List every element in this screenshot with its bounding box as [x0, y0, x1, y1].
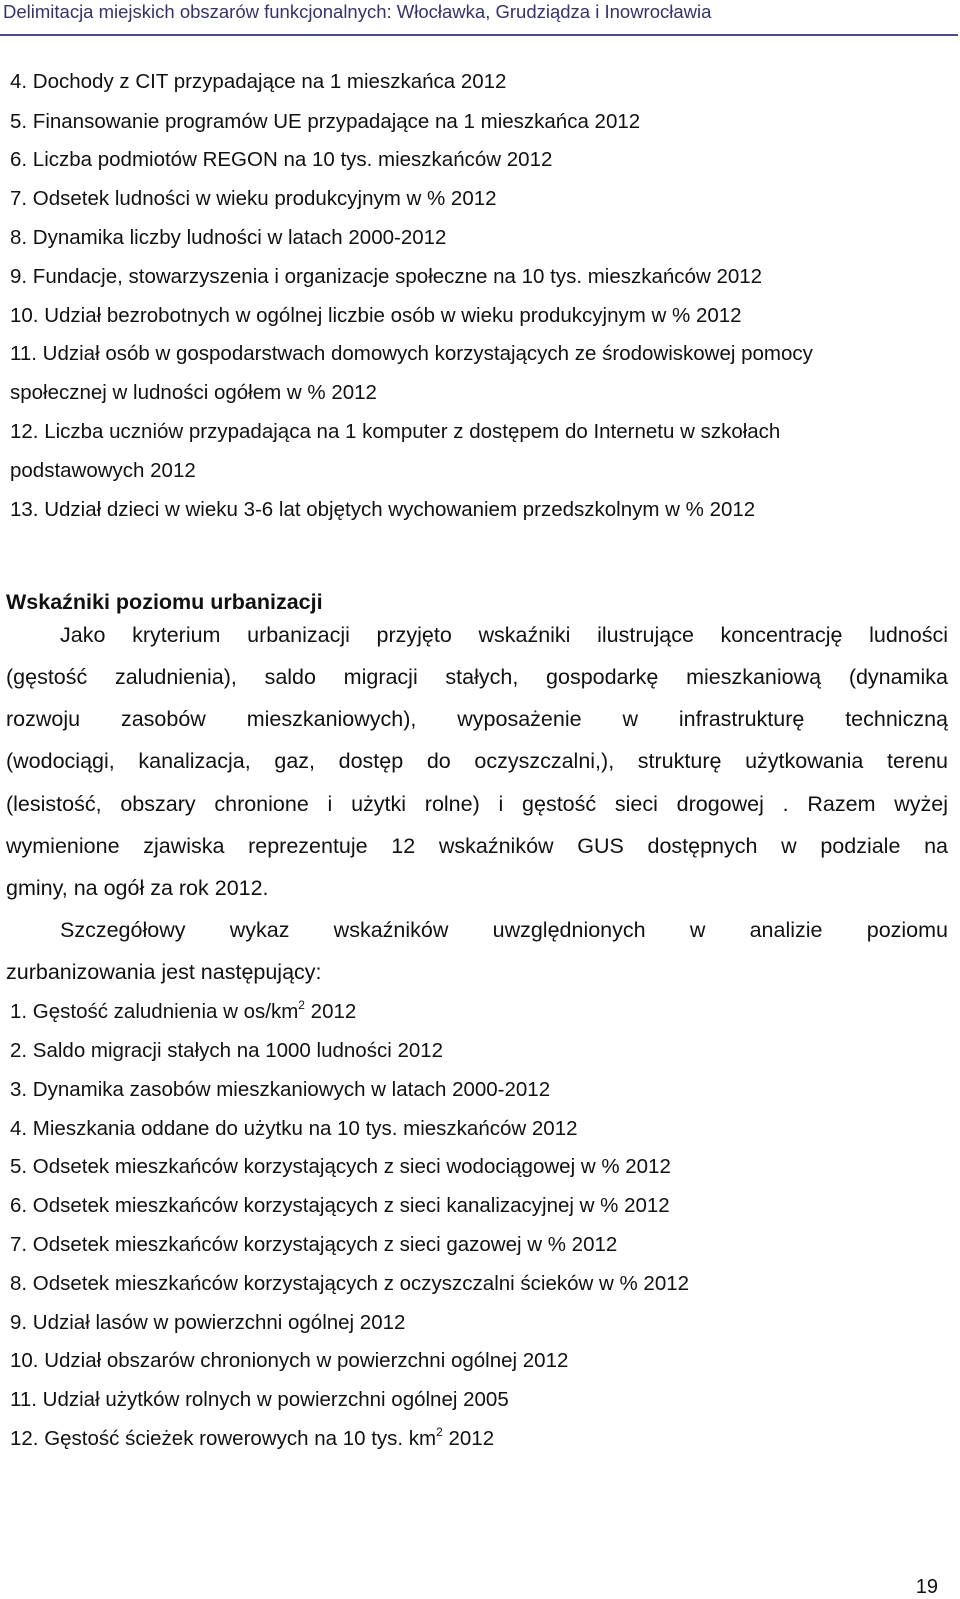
list-item: 10. Udział obszarów chronionych w powierzchni ogólnej 2012 [10, 1349, 569, 1372]
paragraph-line: wymienione zjawiska reprezentuje 12 wskaźników GUS dostępnych w podziale na [6, 834, 948, 858]
list-item-continuation: społecznej w ludności ogółem w % 2012 [10, 381, 377, 404]
running-header [0, 0, 958, 36]
paragraph-line: Jako kryterium urbanizacji przyjęto wskaźniki ilustrujące koncentrację ludności [60, 623, 948, 647]
list-item: 4. Dochody z CIT przypadające na 1 mieszkańca 2012 [10, 70, 507, 93]
list-item: 9. Fundacje, stowarzyszenia i organizacje społeczne na 10 tys. mieszkańców 2012 [10, 265, 763, 288]
list-item: 2. Saldo migracji stałych na 1000 ludności 2012 [10, 1039, 444, 1062]
list-item: 7. Odsetek ludności w wieku produkcyjnym w % 2012 [10, 187, 497, 210]
list-item: 5. Odsetek mieszkańców korzystających z sieci wodociągowej w % 2012 [10, 1155, 671, 1178]
paragraph-line: (gęstość zaludnienia), saldo migracji stałych, gospodarkę mieszkaniową (dynamika [6, 665, 948, 689]
list-item: 11. Udział osób w gospodarstwach domowych korzystających ze środowiskowej pomocy [10, 342, 813, 365]
list-item: 11. Udział użytków rolnych w powierzchni ogólnej 2005 [10, 1388, 509, 1411]
list-item [10, 1000, 356, 1024]
list-item: 3. Dynamika zasobów mieszkaniowych w latach 2000-2012 [10, 1078, 551, 1101]
superscript: 2 [436, 1425, 443, 1439]
paragraph-line: (lesistość, obszary chronione i użytki rolne) i gęstość sieci drogowej . Razem wyżej [6, 792, 948, 816]
paragraph-line: rozwoju zasobów mieszkaniowych), wyposażenie w infrastrukturę techniczną [6, 707, 948, 731]
list-item [10, 1427, 494, 1451]
list-item: 7. Odsetek mieszkańców korzystających z sieci gazowej w % 2012 [10, 1233, 618, 1256]
list-item: 12. Liczba uczniów przypadająca na 1 komputer z dostępem do Internetu w szkołach [10, 420, 781, 443]
paragraph-line: gminy, na ogół za rok 2012. [6, 876, 269, 900]
superscript: 2 [298, 998, 305, 1012]
list-item: 10. Udział bezrobotnych w ogólnej liczbie osób w wieku produkcyjnym w % 2012 [10, 304, 742, 327]
section-heading: Wskaźniki poziomu urbanizacji [6, 590, 323, 614]
list-item: 6. Odsetek mieszkańców korzystających z sieci kanalizacyjnej w % 2012 [10, 1194, 670, 1217]
list-item-text: 1. Gęstość zaludnienia w os/km [10, 1000, 299, 1023]
paragraph-line: (wodociągi, kanalizacja, gaz, dostęp do oczyszczalni,), strukturę użytkowania terenu [6, 749, 948, 773]
list-item: 6. Liczba podmiotów REGON na 10 tys. mieszkańców 2012 [10, 148, 553, 171]
paragraph-line: zurbanizowania jest następujący: [6, 960, 322, 984]
paragraph-line: Szczegółowy wykaz wskaźników uwzględnionych w analizie poziomu [60, 918, 948, 942]
list-item-text: 2012 [304, 1000, 357, 1023]
list-item: 13. Udział dzieci w wieku 3-6 lat objętych wychowaniem przedszkolnym w % 2012 [10, 498, 756, 521]
list-item-continuation: podstawowych 2012 [10, 459, 196, 482]
list-item: 9. Udział lasów w powierzchni ogólnej 2012 [10, 1311, 406, 1334]
page-number: 19 [915, 1576, 938, 1598]
list-item-text: 2012 [442, 1427, 495, 1450]
list-item: 8. Dynamika liczby ludności w latach 2000-2012 [10, 226, 447, 249]
list-item: 8. Odsetek mieszkańców korzystających z oczyszczalni ścieków w % 2012 [10, 1272, 690, 1295]
list-item: 5. Finansowanie programów UE przypadające na 1 mieszkańca 2012 [10, 110, 641, 133]
list-item-text: 12. Gęstość ścieżek rowerowych na 10 tys. km [10, 1427, 437, 1450]
list-item: 4. Mieszkania oddane do użytku na 10 tys. mieszkańców 2012 [10, 1117, 578, 1140]
document-title: Delimitacja miejskich obszarów funkcjonalnych: Włocławka, Grudziądza i Inowrocławia [3, 1, 712, 22]
